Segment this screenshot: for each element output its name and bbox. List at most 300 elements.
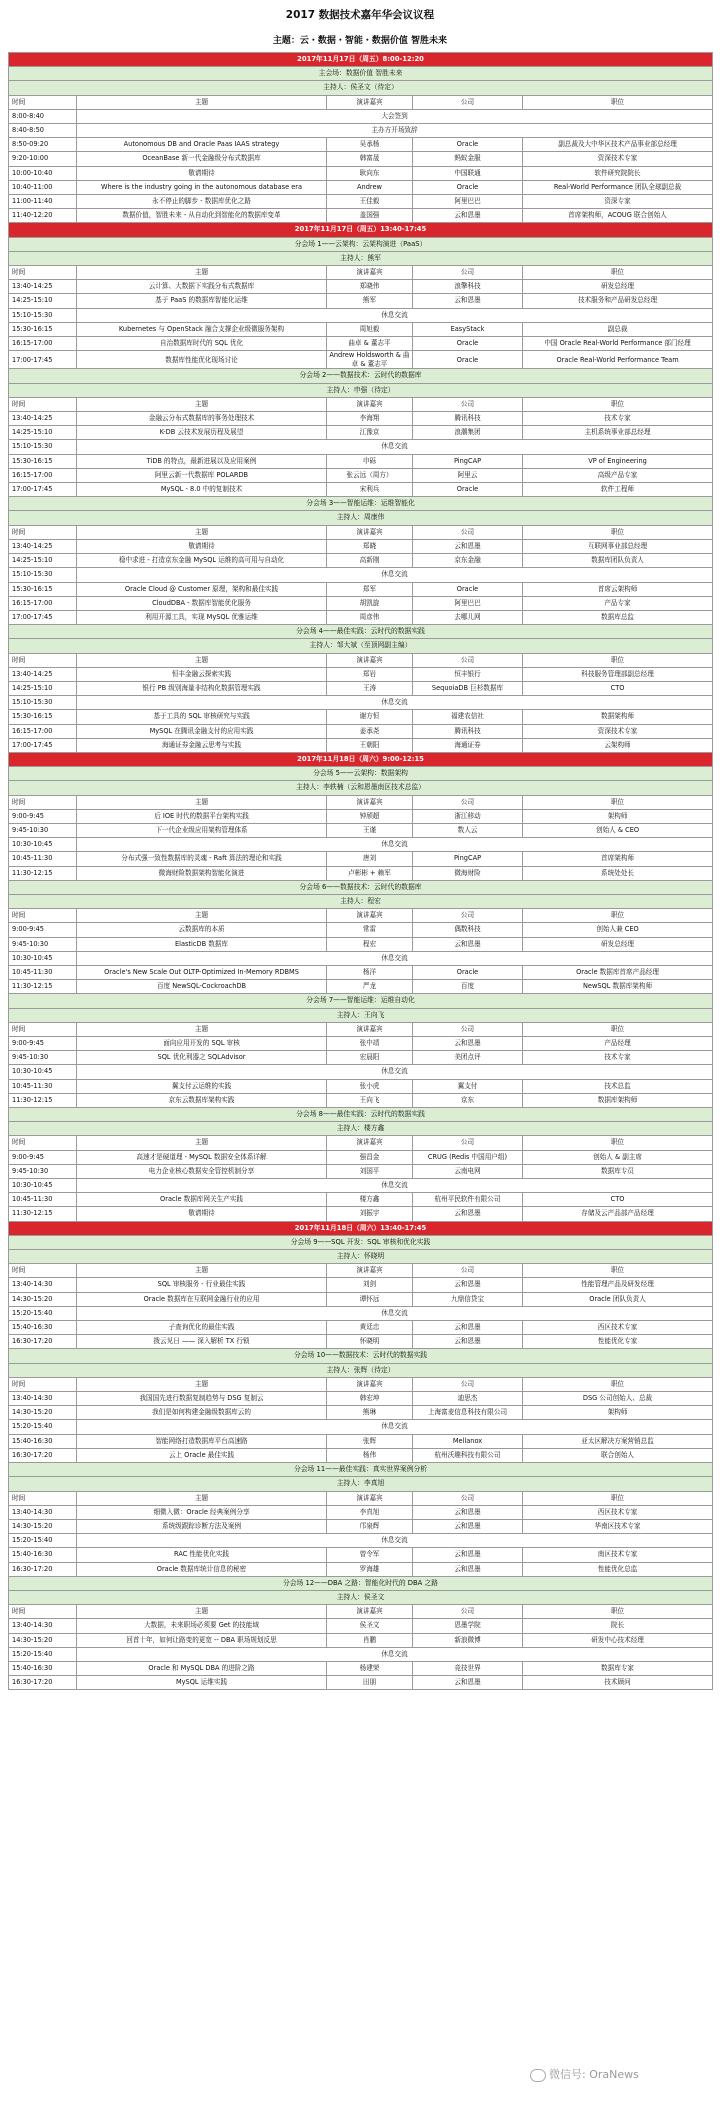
host-row: [9, 781, 713, 795]
company-cell: 中国联通: [413, 166, 523, 180]
track-label: 主会场：数据价值 智胜未来: [9, 67, 713, 81]
column-header: 主题: [77, 795, 327, 809]
speaker-cell: 周旭毅: [327, 322, 413, 336]
speaker-cell: 邝泉辉: [327, 1519, 413, 1533]
time-cell: 15:20-15:40: [9, 1647, 77, 1661]
speaker-cell: 胡凯旋: [327, 596, 413, 610]
column-header: 演讲嘉宾: [327, 525, 413, 539]
agenda-row: [9, 610, 713, 624]
company-cell: PingCAP: [413, 852, 523, 866]
topic-cell: Oracle 数据库网关生产实践: [77, 1193, 327, 1207]
position-cell: 系统处处长: [523, 866, 713, 880]
wechat-icon: [530, 2069, 546, 2082]
position-cell: 性能优化总监: [523, 1562, 713, 1576]
column-header: 时间: [9, 95, 77, 109]
column-header: 演讲嘉宾: [327, 397, 413, 411]
host-label: 主持人：王向飞: [9, 1008, 713, 1022]
company-cell: 云和恩墨: [413, 1321, 523, 1335]
host-label: 主持人：张辉（待定）: [9, 1363, 713, 1377]
speaker-cell: 曲卓 & 董志平: [327, 337, 413, 351]
agenda-row: [9, 667, 713, 681]
position-cell: 存储及云产品部产品经理: [523, 1207, 713, 1221]
column-header: 职位: [523, 1377, 713, 1391]
time-cell: 15:20-15:40: [9, 1420, 77, 1434]
agenda-row: [9, 1335, 713, 1349]
topic-cell: 基于 PaaS 的数据库智能化运维: [77, 294, 327, 308]
position-cell: 西区技术专家: [523, 1321, 713, 1335]
time-cell: 15:20-15:40: [9, 1534, 77, 1548]
time-cell: 10:45-11:30: [9, 1079, 77, 1093]
position-cell: 数据架构师: [523, 710, 713, 724]
agenda-row: [9, 582, 713, 596]
track-header: [9, 880, 713, 894]
position-cell: 软件工程师: [523, 483, 713, 497]
time-cell: 9:45-10:30: [9, 937, 77, 951]
company-cell: SequoiaDB 巨杉数据库: [413, 681, 523, 695]
track-label: 分会场 5——云架构：数据架构: [9, 767, 713, 781]
break-label: 休息交流: [77, 308, 713, 322]
speaker-cell: 宋利兵: [327, 483, 413, 497]
track-label: 分会场 11——最佳实践：真实世界案例分析: [9, 1463, 713, 1477]
host-label: 主持人：侯圣文: [9, 1590, 713, 1604]
column-header: 演讲嘉宾: [327, 266, 413, 280]
speaker-cell: 卢彬彬 + 赖军: [327, 866, 413, 880]
topic-cell: SQL 审核服务 - 行业最佳实践: [77, 1278, 327, 1292]
column-header: 时间: [9, 909, 77, 923]
column-header: 职位: [523, 397, 713, 411]
topic-cell: 金融云分布式数据库的事务处理技术: [77, 412, 327, 426]
track-label: 分会场 12——DBA 之路：智能化时代的 DBA 之路: [9, 1576, 713, 1590]
column-header: 演讲嘉宾: [327, 1377, 413, 1391]
company-cell: 上海富麦信息科技有限公司: [413, 1406, 523, 1420]
time-cell: 14:30-15:20: [9, 1633, 77, 1647]
agenda-row: [9, 681, 713, 695]
company-cell: 云和恩墨: [413, 539, 523, 553]
break-label: 休息交流: [77, 440, 713, 454]
break-row: [9, 1420, 713, 1434]
break-row: [9, 1065, 713, 1079]
break-row: [9, 951, 713, 965]
speaker-cell: 杨建荣: [327, 1661, 413, 1675]
track-label: 分会场 9——SQL 开发：SQL 审核和优化实践: [9, 1235, 713, 1249]
column-header-row: [9, 795, 713, 809]
break-row: [9, 696, 713, 710]
conference-theme: 主题：云・数据・智能・数据价值 智胜未来: [272, 36, 448, 46]
position-cell: 产品专家: [523, 596, 713, 610]
company-cell: Oracle: [413, 483, 523, 497]
position-cell: 高级产品专家: [523, 468, 713, 482]
speaker-cell: 耿向东: [327, 166, 413, 180]
host-row: [9, 81, 713, 95]
agenda-row: [9, 166, 713, 180]
time-cell: 15:40-16:30: [9, 1548, 77, 1562]
column-header-row: [9, 1377, 713, 1391]
agenda-row: [9, 138, 713, 152]
company-cell: CRUG (Redis 中国用户组): [413, 1150, 523, 1164]
company-cell: Oracle: [413, 965, 523, 979]
column-header: 公司: [413, 266, 523, 280]
track-header: [9, 1576, 713, 1590]
topic-cell: 敬请期待: [77, 166, 327, 180]
speaker-cell: 张云远（周方）: [327, 468, 413, 482]
topic-cell: SQL 优化利器之 SQLAdvisor: [77, 1051, 327, 1065]
time-cell: 13:40-14:25: [9, 539, 77, 553]
column-header: 公司: [413, 653, 523, 667]
time-cell: 11:40-12:20: [9, 209, 77, 223]
agenda-row: [9, 109, 713, 123]
company-cell: 云和恩墨: [413, 1676, 523, 1690]
break-label: 休息交流: [77, 1420, 713, 1434]
time-cell: 10:45-11:30: [9, 852, 77, 866]
break-row: [9, 1534, 713, 1548]
agenda-row: [9, 1519, 713, 1533]
column-header-row: [9, 95, 713, 109]
company-cell: 微海财险: [413, 866, 523, 880]
column-header: 主题: [77, 1491, 327, 1505]
time-cell: 10:30-10:45: [9, 951, 77, 965]
company-cell: Oracle: [413, 180, 523, 194]
company-cell: 数人云: [413, 823, 523, 837]
agenda-row: [9, 209, 713, 223]
speaker-cell: 严龙: [327, 980, 413, 994]
topic-cell: 稳中求进 - 打造京东金融 MySQL 运维的高可用与自动化: [77, 554, 327, 568]
topic-cell: TiDB 的特点，最新进展以及应用案例: [77, 454, 327, 468]
company-cell: Oracle: [413, 138, 523, 152]
company-cell: EasyStack: [413, 322, 523, 336]
position-cell: 首席云架构师: [523, 582, 713, 596]
host-row: [9, 1250, 713, 1264]
position-cell: 资深专家: [523, 195, 713, 209]
time-cell: 14:30-15:20: [9, 1519, 77, 1533]
time-cell: 13:40-14:30: [9, 1619, 77, 1633]
track-label: 分会场 6——数据技术：云时代的数据库: [9, 880, 713, 894]
speaker-cell: 钟颀超: [327, 809, 413, 823]
position-cell: 云架构师: [523, 738, 713, 752]
speaker-cell: 郑晓: [327, 539, 413, 553]
topic-cell: Oracle 数据库在互联网金融行业的应用: [77, 1292, 327, 1306]
time-cell: 9:00-9:45: [9, 1037, 77, 1051]
position-cell: 副总裁及大中华区技术产品事业部总经理: [523, 138, 713, 152]
position-cell: 创始人 & 副主席: [523, 1150, 713, 1164]
time-cell: 11:30-12:15: [9, 866, 77, 880]
time-cell: 17:00-17:45: [9, 351, 77, 369]
speaker-cell: 王涛: [327, 681, 413, 695]
position-cell: 首席架构师: [523, 852, 713, 866]
time-cell: 14:30-15:20: [9, 1292, 77, 1306]
time-cell: 13:40-14:25: [9, 667, 77, 681]
speaker-cell: 江豫京: [327, 426, 413, 440]
speaker-cell: 常雷: [327, 923, 413, 937]
topic-cell: 后 IOE 时代的数据平台架构实践: [77, 809, 327, 823]
company-cell: 阿里巴巴: [413, 596, 523, 610]
column-header: 公司: [413, 397, 523, 411]
break-label: 休息交流: [77, 568, 713, 582]
position-cell: 副总裁: [523, 322, 713, 336]
topic-cell: 银行 PB 级别海量非结构化数据管理实践: [77, 681, 327, 695]
position-cell: 首席架构师，ACOUG 联合创始人: [523, 209, 713, 223]
time-cell: 17:00-17:45: [9, 483, 77, 497]
agenda-row: [9, 1562, 713, 1576]
day-session-header: [9, 223, 713, 237]
agenda-row: [9, 294, 713, 308]
speaker-cell: 唐刘: [327, 852, 413, 866]
track-header: [9, 1463, 713, 1477]
column-header: 时间: [9, 1022, 77, 1036]
company-cell: 九鼎信贷宝: [413, 1292, 523, 1306]
time-cell: 11:00-11:40: [9, 195, 77, 209]
speaker-cell: 谭怀远: [327, 1292, 413, 1306]
column-header: 时间: [9, 525, 77, 539]
position-cell: 院长: [523, 1619, 713, 1633]
speaker-cell: 楼方鑫: [327, 1193, 413, 1207]
column-header: 主题: [77, 525, 327, 539]
topic-cell: 智能网络打造数据库平台高速路: [77, 1434, 327, 1448]
host-label: 主持人：侯圣文（待定）: [9, 81, 713, 95]
agenda-row: [9, 1037, 713, 1051]
column-header: 演讲嘉宾: [327, 1264, 413, 1278]
time-cell: 9:45-10:30: [9, 1051, 77, 1065]
topic-cell: 我国国先进行数据复制趋势与 DSG 复制云: [77, 1392, 327, 1406]
company-cell: 福建农信社: [413, 710, 523, 724]
company-cell: PingCAP: [413, 454, 523, 468]
speaker-cell: 李海翔: [327, 412, 413, 426]
topic-cell: 永不停止的脚步 - 数据库优化之路: [77, 195, 327, 209]
company-cell: Mellanox: [413, 1434, 523, 1448]
position-cell: 数据库团队负责人: [523, 554, 713, 568]
company-cell: 蚂蚁金服: [413, 152, 523, 166]
agenda-row: [9, 1434, 713, 1448]
host-row: [9, 639, 713, 653]
agenda-row: [9, 852, 713, 866]
topic-cell: 下一代企业级应用架构管理体系: [77, 823, 327, 837]
topic-cell: 自治数据库时代的 SQL 优化: [77, 337, 327, 351]
time-cell: 16:30-17:20: [9, 1562, 77, 1576]
time-cell: 14:25-15:10: [9, 554, 77, 568]
column-header: 公司: [413, 1264, 523, 1278]
time-cell: 8:40-8:50: [9, 124, 77, 138]
speaker-cell: 王向飞: [327, 1093, 413, 1107]
page-title: 2017 数据技术嘉年华会议议程: [285, 9, 435, 21]
position-cell: 架构师: [523, 1406, 713, 1420]
speaker-cell: 韩宏坤: [327, 1392, 413, 1406]
company-cell: 浪潮集团: [413, 426, 523, 440]
column-header: 主题: [77, 1022, 327, 1036]
agenda-row: [9, 1392, 713, 1406]
column-header-row: [9, 525, 713, 539]
host-label: 主持人：申强（待定）: [9, 383, 713, 397]
topic-cell: OceanBase 新一代金融级分布式数据库: [77, 152, 327, 166]
time-cell: 13:40-14:30: [9, 1392, 77, 1406]
host-row: [9, 894, 713, 908]
watermark-text: 微信号: OraNews: [549, 2068, 639, 2081]
column-header: 主题: [77, 1377, 327, 1391]
speaker-cell: 周彦伟: [327, 610, 413, 624]
company-cell: 云和恩墨: [413, 1562, 523, 1576]
agenda-row: [9, 724, 713, 738]
company-cell: 百度: [413, 980, 523, 994]
topic-cell: MySQL 运维实践: [77, 1676, 327, 1690]
company-cell: 腾讯科技: [413, 724, 523, 738]
time-cell: 10:40-11:00: [9, 180, 77, 194]
time-cell: 11:30-12:15: [9, 1093, 77, 1107]
time-cell: 8:50-09:20: [9, 138, 77, 152]
topic-cell: Where is the industry going in the autonomous database era: [77, 180, 327, 194]
day-session-header: [9, 752, 713, 766]
column-header: 时间: [9, 1377, 77, 1391]
agenda-row: [9, 1661, 713, 1675]
topic-cell: 细微入微：Oracle 经典案例分享: [77, 1505, 327, 1519]
agenda-row: [9, 124, 713, 138]
time-cell: 10:30-10:45: [9, 1065, 77, 1079]
agenda-row: [9, 1448, 713, 1462]
host-label: 主持人：熊军: [9, 251, 713, 265]
column-header: 时间: [9, 1491, 77, 1505]
topic-cell: 数据库性能优化现场讨论: [77, 351, 327, 369]
column-header: 时间: [9, 1605, 77, 1619]
agenda-row: [9, 1207, 713, 1221]
break-label: 休息交流: [77, 1647, 713, 1661]
time-cell: 15:10-15:30: [9, 308, 77, 322]
position-cell: CTO: [523, 681, 713, 695]
track-header: [9, 1235, 713, 1249]
topic-cell: Kubernetes 与 OpenStack 融合支撑企业级微服务架构: [77, 322, 327, 336]
company-cell: 京东: [413, 1093, 523, 1107]
company-cell: 阿里巴巴: [413, 195, 523, 209]
time-cell: 14:25-15:10: [9, 294, 77, 308]
column-header: 职位: [523, 1605, 713, 1619]
position-cell: 联合创始人: [523, 1448, 713, 1462]
topic-cell: 分布式强一致性数据库的灵魂 - Raft 算法的理论和实践: [77, 852, 327, 866]
host-label: 主持人：李轶楠（云和恩墨南区技术总监）: [9, 781, 713, 795]
time-cell: 10:30-10:45: [9, 1179, 77, 1193]
track-header: [9, 767, 713, 781]
column-header: 演讲嘉宾: [327, 653, 413, 667]
column-header: 职位: [523, 795, 713, 809]
time-cell: 9:00-9:45: [9, 923, 77, 937]
speaker-cell: 杨洋: [327, 965, 413, 979]
agenda-row: [9, 554, 713, 568]
host-label: 主持人：李真旭: [9, 1477, 713, 1491]
speaker-cell: 王佳毅: [327, 195, 413, 209]
column-header: 主题: [77, 95, 327, 109]
column-header: 演讲嘉宾: [327, 1136, 413, 1150]
column-header: 职位: [523, 95, 713, 109]
company-cell: 云和恩墨: [413, 294, 523, 308]
host-row: [9, 1122, 713, 1136]
break-label: 休息交流: [77, 838, 713, 852]
speaker-cell: 张小虎: [327, 1079, 413, 1093]
company-cell: 云和恩墨: [413, 209, 523, 223]
column-header: 公司: [413, 525, 523, 539]
column-header: 时间: [9, 397, 77, 411]
agenda-row: [9, 1619, 713, 1633]
agenda-row: [9, 965, 713, 979]
agenda-row: [9, 280, 713, 294]
track-label: 分会场 7——智能运维：运维自动化: [9, 994, 713, 1008]
speaker-cell: 罗海雄: [327, 1562, 413, 1576]
speaker-cell: Andrew: [327, 180, 413, 194]
position-cell: 南区技术专家: [523, 1548, 713, 1562]
track-header: [9, 1108, 713, 1122]
speaker-cell: 郑岩: [327, 667, 413, 681]
break-row: [9, 838, 713, 852]
time-cell: 15:30-16:15: [9, 454, 77, 468]
speaker-cell: 怀晓明: [327, 1335, 413, 1349]
company-cell: Oracle: [413, 582, 523, 596]
time-cell: 17:00-17:45: [9, 738, 77, 752]
break-label: 休息交流: [77, 1534, 713, 1548]
position-cell: 互联网事业部总经理: [523, 539, 713, 553]
position-cell: 技术总监: [523, 1079, 713, 1093]
agenda-row: [9, 322, 713, 336]
agenda-row: [9, 1079, 713, 1093]
company-cell: 恒丰银行: [413, 667, 523, 681]
topic-cell: 翼支付云运维的实践: [77, 1079, 327, 1093]
speaker-cell: 张中靖: [327, 1037, 413, 1051]
topic-cell: 敬请期待: [77, 539, 327, 553]
column-header: 演讲嘉宾: [327, 909, 413, 923]
break-row: [9, 1647, 713, 1661]
session-label: 2017年11月17日（周五）8:00-12:20: [9, 53, 713, 67]
company-cell: 迪思杰: [413, 1392, 523, 1406]
host-label: 主持人：程宏: [9, 894, 713, 908]
agenda-row: [9, 1278, 713, 1292]
speaker-cell: 申砾: [327, 454, 413, 468]
column-header: 主题: [77, 909, 327, 923]
agenda-row: [9, 337, 713, 351]
time-cell: 15:10-15:30: [9, 440, 77, 454]
company-cell: 翼支付: [413, 1079, 523, 1093]
topic-cell: 子查询优化的最佳实践: [77, 1321, 327, 1335]
column-header-row: [9, 909, 713, 923]
speaker-cell: 刘振宇: [327, 1207, 413, 1221]
speaker-cell: 田朋: [327, 1676, 413, 1690]
time-cell: 13:40-14:25: [9, 280, 77, 294]
time-cell: 14:25-15:10: [9, 681, 77, 695]
speaker-cell: 王谨: [327, 823, 413, 837]
track-label: 分会场 1——云架构：云架构演进（PaaS）: [9, 237, 713, 251]
agenda-row: [9, 1164, 713, 1178]
agenda-row: [9, 1321, 713, 1335]
position-cell: 亚太区解决方案营销总监: [523, 1434, 713, 1448]
speaker-cell: 刘剑: [327, 1278, 413, 1292]
company-cell: 云南电网: [413, 1164, 523, 1178]
column-header: 职位: [523, 1491, 713, 1505]
topic-cell: 回首十年，如何让路变的更宽 -- DBA 职场规划反思: [77, 1633, 327, 1647]
time-cell: 9:45-10:30: [9, 823, 77, 837]
agenda-row: [9, 1150, 713, 1164]
column-header: 时间: [9, 1136, 77, 1150]
topic-cell: 敬请期待: [77, 1207, 327, 1221]
time-cell: 9:20-10:00: [9, 152, 77, 166]
time-cell: 10:45-11:30: [9, 1193, 77, 1207]
time-cell: 16:15-17:00: [9, 724, 77, 738]
column-header: 职位: [523, 525, 713, 539]
agenda-row: [9, 454, 713, 468]
topic-cell: 拨云见日 —— 深入解析 TX 行锁: [77, 1335, 327, 1349]
company-cell: 腾讯科技: [413, 412, 523, 426]
company-cell: 阿里云: [413, 468, 523, 482]
speaker-cell: 姜承尧: [327, 724, 413, 738]
time-cell: 16:15-17:00: [9, 468, 77, 482]
column-header-row: [9, 1264, 713, 1278]
host-row: [9, 1590, 713, 1604]
session-label: 2017年11月18日（周六）9:00-12:15: [9, 752, 713, 766]
speaker-cell: 肖鹏: [327, 1633, 413, 1647]
column-header-row: [9, 1136, 713, 1150]
company-cell: 云和恩墨: [413, 1207, 523, 1221]
speaker-cell: 高新刚: [327, 554, 413, 568]
